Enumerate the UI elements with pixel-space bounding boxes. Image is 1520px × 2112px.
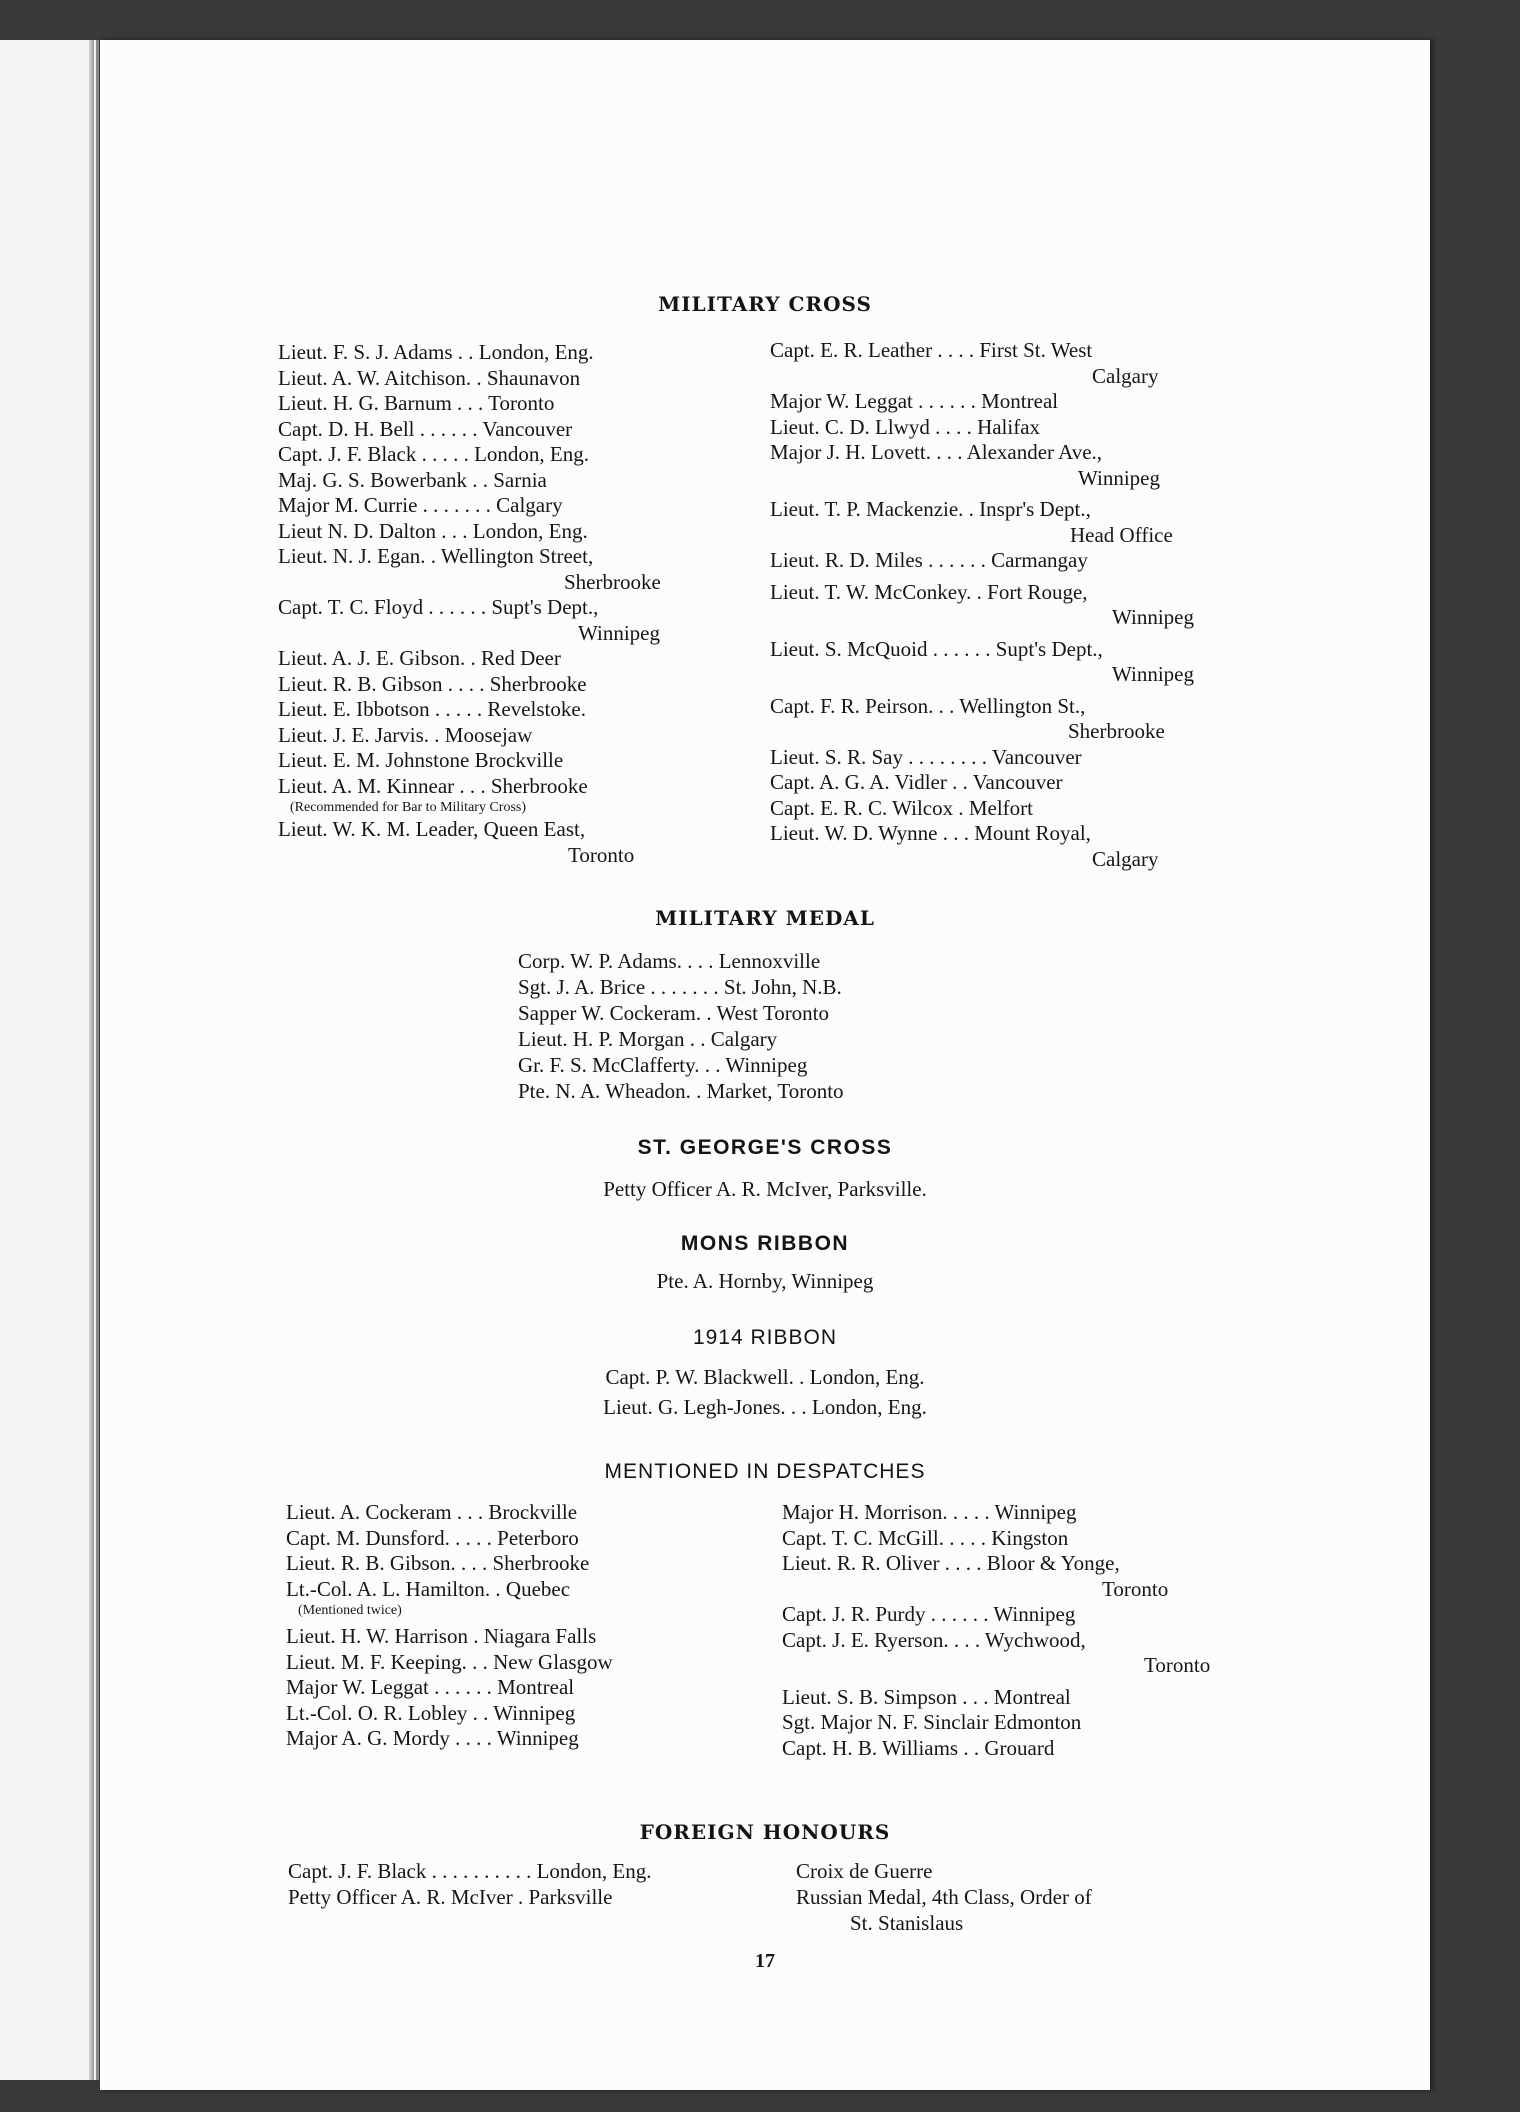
- list-item: Lieut. N. J. Egan. . Wellington Street,: [278, 544, 594, 568]
- list-item: Lieut. C. D. Llwyd . . . . Halifax: [770, 414, 1041, 439]
- list-item-note: (Mentioned twice): [298, 1603, 402, 1618]
- ribbon-1914-heading: 1914 RIBBON: [692, 1326, 838, 1349]
- despatches-left-column: [286, 1500, 613, 1752]
- list-item: Capt. T. C. Floyd . . . . . . Supt's Dept.,: [278, 595, 599, 619]
- list-item: Capt. E. R. Leather . . . . First St. West: [770, 338, 1093, 362]
- list-item: Maj. G. S. Bowerbank . . Sarnia: [278, 467, 547, 492]
- military-cross-left-column: [278, 340, 661, 868]
- list-item-continuation: Winnipeg: [1112, 662, 1194, 686]
- list-item: Capt. J. R. Purdy . . . . . . Winnipeg: [782, 1602, 1076, 1626]
- list-item: Petty Officer A. R. McIver, Parksville.: [603, 1177, 927, 1201]
- list-item: Lieut. T. W. McConkey. . Fort Rouge,: [770, 579, 1088, 604]
- list-item-continuation: Calgary: [1092, 363, 1159, 388]
- list-item-continuation: Sherbrooke: [1068, 719, 1165, 743]
- list-item: Sgt. Major N. F. Sinclair Edmonton: [782, 1710, 1082, 1734]
- list-item: Capt. E. R. C. Wilcox . Melfort: [770, 795, 1033, 820]
- list-item: Major W. Leggat . . . . . . Montreal: [770, 389, 1059, 413]
- list-item: Lieut. M. F. Keeping. . . New Glasgow: [286, 1649, 613, 1674]
- list-item: Lieut. G. Legh-Jones. . . London, Eng.: [603, 1395, 927, 1419]
- list-item: Lieut N. D. Dalton . . . London, Eng.: [278, 518, 588, 543]
- list-item: Capt. D. H. Bell . . . . . . Vancouver: [278, 416, 573, 441]
- list-item-continuation: St. Stanislaus: [850, 1911, 964, 1935]
- list-item-continuation: Winnipeg: [1112, 605, 1194, 629]
- list-item: Petty Officer A. R. McIver . Parksville: [288, 1885, 613, 1909]
- list-item: Capt. J. F. Black . . . . . London, Eng.: [278, 442, 589, 466]
- military-cross-right-column: [770, 338, 1194, 872]
- list-item: Croix de Guerre: [796, 1859, 933, 1883]
- list-item: Capt. J. E. Ryerson. . . . Wychwood,: [782, 1627, 1086, 1652]
- list-item: Major J. H. Lovett. . . . Alexander Ave.,: [770, 440, 1103, 464]
- list-item: Pte. N. A. Wheadon. . Market, Toronto: [518, 1079, 844, 1103]
- page-number: 17: [755, 1950, 775, 1972]
- list-item: Lieut. S. McQuoid . . . . . . Supt's Dept.,: [770, 636, 1103, 661]
- list-item: Capt. M. Dunsford. . . . . Peterboro: [286, 1525, 579, 1550]
- list-item: Lt.-Col. O. R. Lobley . . Winnipeg: [286, 1700, 576, 1725]
- list-item: Lieut. R. D. Miles . . . . . . Carmangay: [770, 548, 1088, 572]
- list-item: Lieut. A. Cockeram . . . Brockville: [286, 1500, 578, 1524]
- list-item-continuation: Toronto: [568, 842, 635, 867]
- st-georges-cross-heading: ST. GEORGE'S CROSS: [637, 1136, 893, 1159]
- list-item-continuation: Calgary: [1092, 846, 1159, 871]
- list-item: Capt. H. B. Williams . . Grouard: [782, 1735, 1055, 1760]
- list-item-continuation: Sherbrooke: [564, 569, 661, 594]
- list-item: Lieut. H. P. Morgan . . Calgary: [518, 1027, 778, 1051]
- list-item-note: (Recommended for Bar to Military Cross): [290, 800, 527, 815]
- list-item: Major A. G. Mordy . . . . Winnipeg: [286, 1726, 579, 1750]
- list-item: Lieut. E. M. Johnstone Brockville: [278, 748, 564, 772]
- list-item: Lieut. R. B. Gibson . . . . Sherbrooke: [278, 671, 587, 696]
- list-item: Lieut. H. W. Harrison . Niagara Falls: [286, 1624, 597, 1648]
- list-item: Major W. Leggat . . . . . . Montreal: [286, 1675, 575, 1699]
- list-item-continuation: Head Office: [1070, 522, 1173, 547]
- list-item: Lieut. A. J. E. Gibson. . Red Deer: [278, 646, 561, 670]
- foreign-honours-heading: FOREIGN HONOURS: [639, 1820, 891, 1844]
- foreign-honours-names: [288, 1858, 651, 1910]
- document-page: [100, 40, 1430, 2090]
- mons-ribbon-heading: MONS RIBBON: [680, 1232, 850, 1255]
- list-item: Russian Medal, 4th Class, Order of: [796, 1885, 1092, 1909]
- list-item: Lieut. A. M. Kinnear . . . Sherbrooke: [278, 773, 588, 798]
- list-item: Lieut. A. W. Aitchison. . Shaunavon: [278, 365, 581, 390]
- list-item: Lieut. H. G. Barnum . . . Toronto: [278, 391, 555, 415]
- list-item: Capt. J. F. Black . . . . . . . . . . London, Eng.: [288, 1859, 652, 1883]
- list-item-continuation: Toronto: [1144, 1653, 1211, 1677]
- list-item: Pte. A. Hornby, Winnipeg: [656, 1269, 874, 1293]
- list-item: Lieut. S. B. Simpson . . . Montreal: [782, 1684, 1071, 1709]
- list-item: Lieut. T. P. Mackenzie. . Inspr's Dept.,: [770, 497, 1091, 521]
- list-item: Lieut. W. D. Wynne . . . Mount Royal,: [770, 821, 1091, 845]
- despatches-heading: MENTIONED IN DESPATCHES: [604, 1460, 926, 1483]
- list-item: Gr. F. S. McClafferty. . . Winnipeg: [518, 1053, 808, 1077]
- military-medal-list: [518, 948, 844, 1104]
- list-item: Lieut. R. R. Oliver . . . . Bloor & Yonge,: [782, 1551, 1120, 1575]
- list-item: Capt. P. W. Blackwell. . London, Eng.: [605, 1365, 925, 1389]
- military-cross-heading: MILITARY CROSS: [658, 292, 872, 316]
- list-item: Capt. A. G. A. Vidler . . Vancouver: [770, 770, 1063, 794]
- list-item: Lieut. R. B. Gibson. . . . Sherbrooke: [286, 1551, 590, 1575]
- list-item: Lt.-Col. A. L. Hamilton. . Quebec: [286, 1576, 571, 1601]
- list-item: Major M. Currie . . . . . . . Calgary: [278, 493, 563, 517]
- list-item: Lieut. J. E. Jarvis. . Moosejaw: [278, 722, 533, 747]
- list-item: Corp. W. P. Adams. . . . Lennoxville: [518, 949, 821, 973]
- previous-page-edge: [0, 40, 99, 2080]
- list-item-continuation: Winnipeg: [578, 620, 660, 645]
- list-item: Sgt. J. A. Brice . . . . . . . St. John, N.B.: [518, 975, 842, 999]
- list-item-continuation: Toronto: [1102, 1576, 1169, 1601]
- foreign-honours-awards: [796, 1858, 1092, 1936]
- list-item: Sapper W. Cockeram. . West Toronto: [518, 1001, 830, 1025]
- list-item: Capt. T. C. McGill. . . . . Kingston: [782, 1525, 1069, 1550]
- list-item: Lieut. E. Ibbotson . . . . . Revelstoke.: [278, 697, 586, 721]
- list-item: Lieut. F. S. J. Adams . . London, Eng.: [278, 340, 594, 364]
- despatches-right-column: [782, 1500, 1210, 1761]
- military-medal-heading: MILITARY MEDAL: [655, 906, 875, 930]
- list-item-continuation: Winnipeg: [1078, 465, 1160, 490]
- list-item: Lieut. S. R. Say . . . . . . . . Vancouver: [770, 744, 1082, 769]
- list-item: Lieut. W. K. M. Leader, Queen East,: [278, 817, 586, 841]
- list-item: Major H. Morrison. . . . . Winnipeg: [782, 1500, 1077, 1524]
- list-item: Capt. F. R. Peirson. . . Wellington St.,: [770, 693, 1086, 718]
